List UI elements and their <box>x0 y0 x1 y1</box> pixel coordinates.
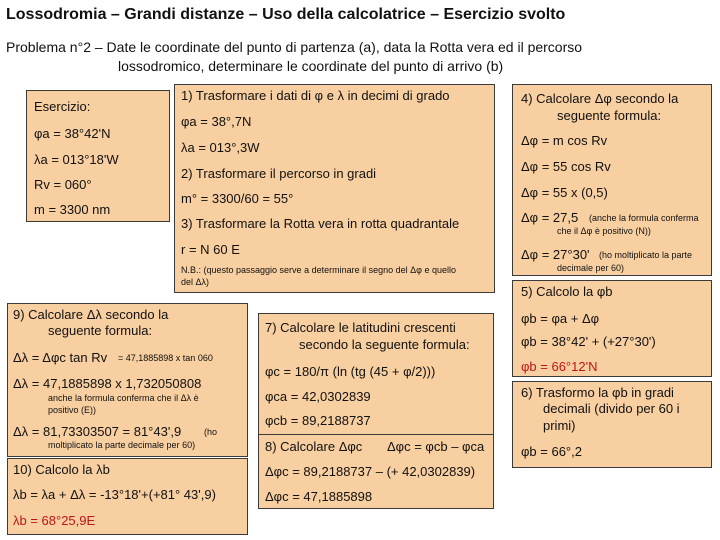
step4-heading-2: seguente formula: <box>557 108 662 123</box>
step6-heading-3: primi) <box>543 418 576 433</box>
step5-box <box>512 280 712 377</box>
step7-heading-1: 7) Calcolare le latitudini crescenti <box>265 320 456 335</box>
step8-box <box>258 434 494 509</box>
step7-box <box>258 313 494 436</box>
step4-formula-3: Δφ = 55 x (0,5) <box>521 185 608 200</box>
step3-note-line1: N.B.: (questo passaggio serve a determinare il segno del Δφ e quello <box>181 265 457 275</box>
exercise-phi-a: φa = 38°42'N <box>34 126 111 141</box>
problem-line-1: Problema n°2 – Date le coordinate del punto di partenza (a), data la Rotta vera ed il percorso <box>6 39 583 55</box>
step9-note-1: anche la formula conferma che il Δλ è <box>48 393 199 403</box>
step8-heading: 8) Calcolare Δφc <box>265 439 363 454</box>
step4-formula-2: Δφ = 55 cos Rv <box>521 159 611 174</box>
step9-heading-1: 9) Calcolare Δλ secondo la <box>13 307 169 322</box>
problem-statement <box>6 38 714 76</box>
step3-result: r = N 60 E <box>181 242 240 257</box>
step9-box <box>7 303 248 457</box>
step3-note-line2: del Δλ) <box>181 277 210 287</box>
step6-result: φb = 66°,2 <box>521 444 582 459</box>
steps-1-3-box <box>174 84 495 293</box>
step8-heading-formula: Δφc = φcb – φca <box>387 439 485 454</box>
step1-lambda: λa = 013°,3W <box>181 140 260 155</box>
step9-heading-2: seguente formula: <box>48 323 153 338</box>
step2-heading: 2) Trasformare il percorso in gradi <box>181 166 377 181</box>
exercise-box <box>26 90 170 222</box>
step7-formula: φc = 180/π (ln (tg (45 + φ/2))) <box>265 364 436 379</box>
step3-heading: 3) Trasformare la Rotta vera in rotta quadrantale <box>181 216 460 231</box>
step8-result: Δφc = 47,1885898 <box>265 489 373 504</box>
step5-result: φb = 66°12'N <box>521 359 598 374</box>
exercise-m: m = 3300 nm <box>34 202 111 217</box>
step4-formula-4-note-2: che il Δφ è positivo (N)) <box>557 226 651 236</box>
step9-formula-1-tail: = 47,1885898 x tan 060 <box>118 353 213 363</box>
step2-result: m° = 3300/60 = 55° <box>181 191 294 206</box>
exercise-heading: Esercizio: <box>34 99 91 114</box>
step9-note-2: positivo (E)) <box>48 405 97 415</box>
step7-phi-cb: φcb = 89,2188737 <box>265 413 371 428</box>
step4-formula-4-note-1: (anche la formula conferma <box>589 213 699 223</box>
step1-heading: 1) Trasformare i dati di φ e λ in decimi di grado <box>181 88 450 103</box>
step7-heading-2: secondo la seguente formula: <box>299 337 470 352</box>
step4-heading-1: 4) Calcolare Δφ secondo la <box>521 91 679 106</box>
step6-heading-1: 6) Trasformo la φb in gradi <box>521 385 674 400</box>
step4-formula-4: Δφ = 27,5 <box>521 210 579 225</box>
step4-formula-5-note-1: (ho moltiplicato la parte <box>599 250 693 260</box>
step9-formula-3-note-b: moltiplicato la parte decimale per 60) <box>48 440 196 450</box>
step10-box <box>7 458 248 535</box>
step4-formula-5: Δφ = 27°30' <box>521 247 590 262</box>
step9-formula-2: Δλ = 47,1885898 x 1,732050808 <box>13 376 202 391</box>
step9-formula-1: Δλ = Δφc tan Rv <box>13 350 108 365</box>
step4-formula-5-note-2: decimale per 60) <box>557 263 625 273</box>
step9-formula-3-note-a: (ho <box>204 427 218 437</box>
step5-formula-2: φb = 38°42' + (+27°30') <box>521 334 656 349</box>
step6-heading-2: decimali (divido per 60 i <box>543 401 680 416</box>
step7-phi-ca: φca = 42,0302839 <box>265 389 371 404</box>
step6-box <box>512 381 712 468</box>
step4-box <box>512 84 712 276</box>
step5-formula-1: φb = φa + Δφ <box>521 311 600 326</box>
step5-heading: 5) Calcolo la φb <box>521 284 613 299</box>
step9-formula-3: Δλ = 81,73303507 = 81°43',9 <box>13 424 182 439</box>
step10-heading: 10) Calcolo la λb <box>13 462 110 477</box>
step4-formula-1: Δφ = m cos Rv <box>521 133 608 148</box>
problem-line-2: lossodromico, determinare le coordinate del punto di arrivo (b) <box>118 58 504 74</box>
page-title: Lossodromia – Grandi distanze – Uso della calcolatrice – Esercizio svolto <box>6 6 566 23</box>
exercise-rv: Rv = 060° <box>34 177 92 192</box>
step8-formula-1: Δφc = 89,2188737 – (+ 42,0302839) <box>265 464 476 479</box>
exercise-lambda-a: λa = 013°18'W <box>34 152 119 167</box>
step10-result: λb = 68°25,9E <box>13 513 96 528</box>
step10-formula: λb = λa + Δλ = -13°18'+(+81° 43',9) <box>13 487 216 502</box>
step1-phi: φa = 38°,7N <box>181 114 252 129</box>
